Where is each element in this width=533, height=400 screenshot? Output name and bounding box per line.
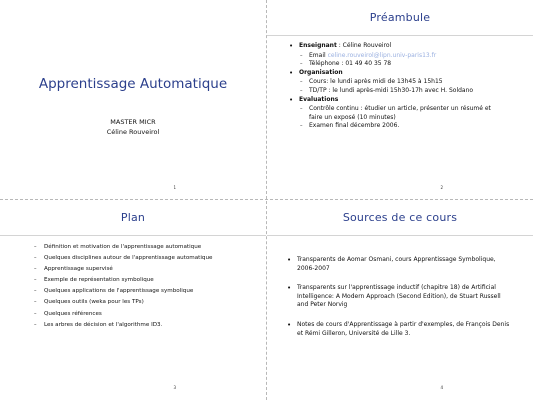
page-number: 2 bbox=[440, 185, 443, 190]
slide-2 bbox=[267, 0, 533, 199]
section-label: Organisation bbox=[299, 68, 343, 76]
list-item: – Les arbres de décision et l'algorithme ID3. bbox=[34, 320, 212, 331]
list-item: – Cours: le lundi après midi de 13h45 à 15h15 bbox=[289, 78, 525, 87]
list-item: – Exemple de représentation symbolique bbox=[34, 275, 212, 286]
phone-value: 01 49 40 35 78 bbox=[345, 60, 392, 68]
page-number: 3 bbox=[173, 385, 176, 390]
email-item bbox=[289, 52, 525, 61]
slide-title: Préambule bbox=[369, 11, 431, 24]
email-link[interactable]: celine.rouveirol@lipn.univ-paris13.fr bbox=[327, 51, 437, 59]
sources-list bbox=[287, 256, 513, 349]
list-item-continuation: faire un exposé (10 minutes) bbox=[309, 113, 396, 121]
page-number: 1 bbox=[173, 185, 176, 190]
author-name: Céline Rouveirol bbox=[106, 128, 160, 136]
section-label: Enseignant bbox=[299, 42, 337, 49]
list-item: – TD/TP : le lundi après-midi 15h30-17h avec H. Soldano bbox=[289, 87, 525, 96]
phone-item bbox=[289, 60, 525, 69]
list-item: • Transparents sur l'apprentissage inductif (chapitre 18) de Artificial Intelligence: A Modern Approach (Second Edition), de Stuart Russell and Peter Norvig bbox=[287, 284, 513, 310]
section-label-suffix: : Céline Rouveirol bbox=[336, 42, 392, 49]
slide-4 bbox=[267, 200, 533, 399]
title-band bbox=[267, 200, 533, 236]
slide-title: Sources de ce cours bbox=[342, 211, 458, 224]
slide-title: Plan bbox=[120, 211, 146, 224]
title-band bbox=[267, 0, 533, 36]
section-label: Evaluations bbox=[299, 95, 339, 103]
main-title: Apprentissage Automatique bbox=[38, 76, 228, 92]
list-item: – Quelques outils (weka pour les TPs) bbox=[34, 297, 212, 308]
email-prefix: Email bbox=[309, 51, 328, 59]
section-organisation bbox=[289, 69, 525, 78]
slide-3 bbox=[0, 200, 266, 399]
preambule-list bbox=[289, 42, 525, 131]
title-band bbox=[0, 200, 266, 236]
list-item: – Examen final décembre 2006. bbox=[289, 122, 525, 131]
section-enseignant bbox=[289, 42, 525, 51]
list-item: • Notes de cours d'Apprentissage à partir d'exemples, de François Denis et Rémi Gilleron, Université de Lille 3. bbox=[287, 321, 513, 338]
list-item: – Quelques applications de l'apprentissage symbolique bbox=[34, 286, 212, 297]
phone-prefix: Téléphone : bbox=[309, 60, 346, 68]
list-item: – Apprentissage supervisé bbox=[34, 264, 212, 275]
page-number: 4 bbox=[440, 385, 443, 390]
section-evaluations bbox=[289, 96, 525, 105]
course-name: MASTER MICR bbox=[110, 118, 156, 126]
list-item: – Contrôle continu : étudier un article, présenter un résumé et bbox=[289, 105, 525, 114]
list-item: • Transparents de Aomar Osmani, cours Apprentissage Symbolique, 2006-2007 bbox=[287, 256, 513, 273]
plan-list bbox=[34, 242, 212, 331]
list-item: – Définition et motivation de l'apprentissage automatique bbox=[34, 242, 212, 253]
list-item: – Quelques disciplines autour de l'apprentissage automatique bbox=[34, 253, 212, 264]
list-item: – Quelques références bbox=[34, 309, 212, 320]
slide-1 bbox=[0, 0, 266, 199]
